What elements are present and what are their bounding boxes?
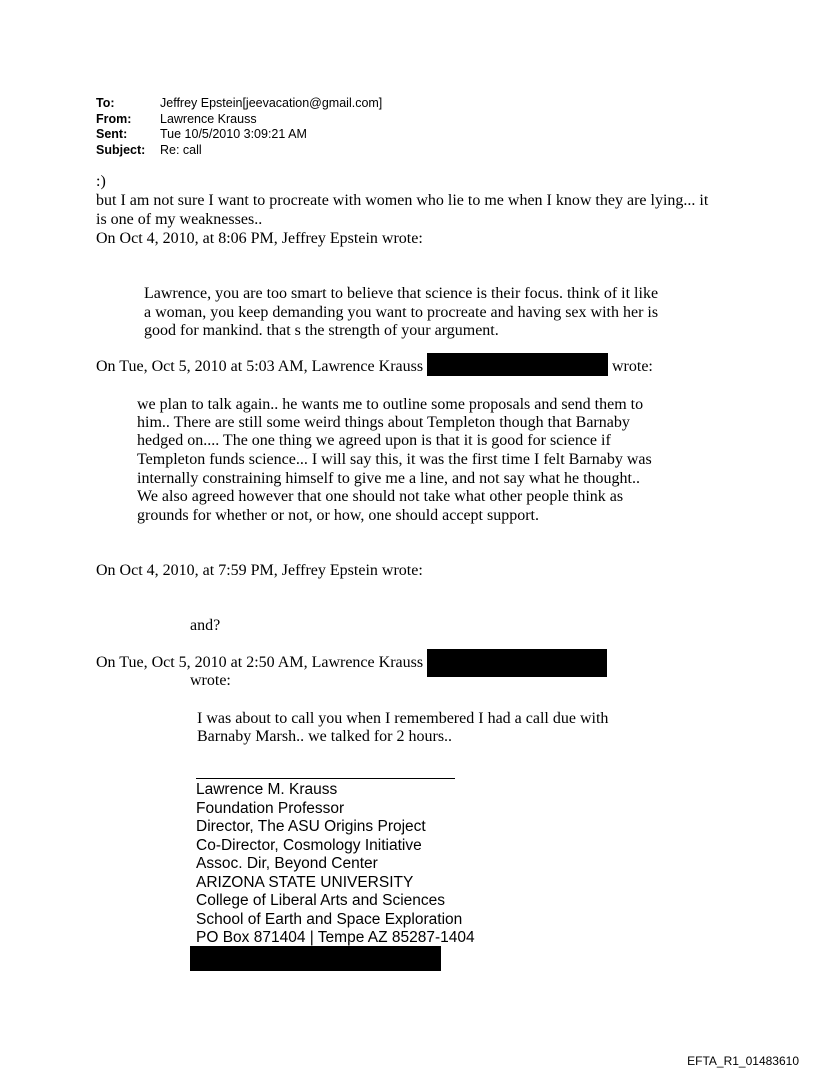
- quote2-line: grounds for whether or not, or how, one should accept support.: [137, 507, 539, 524]
- sent-label: Sent:: [96, 127, 128, 141]
- quote2-line: hedged on.... The one thing we agreed upon is that it is good for science if: [137, 432, 611, 449]
- quote4-header: On Tue, Oct 5, 2010 at 2:50 AM, Lawrence Krauss: [96, 654, 424, 671]
- signature-divider: [196, 778, 455, 779]
- redaction-box: [427, 353, 608, 376]
- quote1-line: Lawrence, you are too smart to believe that science is their focus. think of it like: [144, 285, 659, 302]
- quote1-line: good for mankind. that s the strength of your argument.: [144, 322, 499, 339]
- smiley-text: :): [96, 173, 106, 190]
- sent-row: [96, 127, 382, 143]
- quote4-line: Barnaby Marsh.. we talked for 2 hours..: [197, 728, 453, 745]
- signature-line: College of Liberal Arts and Sciences: [196, 892, 446, 909]
- document-id: EFTA_R1_01483610: [687, 1054, 799, 1068]
- subject-row: [96, 143, 382, 159]
- quote2-header-wrote: wrote:: [612, 358, 653, 375]
- reply-line-2: is one of my weaknesses..: [96, 211, 263, 228]
- quote4-line: I was about to call you when I remembered I had a call due with: [197, 710, 609, 727]
- email-header: [96, 96, 382, 158]
- quote2-line: internally constraining himself to give me a line, and not say what he thought..: [137, 470, 640, 487]
- to-label: To:: [96, 96, 115, 110]
- quote3-text: and?: [190, 617, 221, 634]
- from-value: Lawrence Krauss: [160, 111, 257, 126]
- signature-line: PO Box 871404 | Tempe AZ 85287-1404: [196, 929, 475, 946]
- quote2-line: we plan to talk again.. he wants me to outline some proposals and send them to: [137, 396, 644, 413]
- signature-block: [196, 781, 475, 948]
- sent-value: Tue 10/5/2010 3:09:21 AM: [160, 127, 307, 141]
- redaction-box: [427, 649, 607, 677]
- signature-line: Co-Director, Cosmology Initiative: [196, 836, 422, 854]
- quote1-line: a woman, you keep demanding you want to procreate and having sex with her is: [144, 304, 659, 321]
- subject-value: Re: call: [160, 142, 202, 157]
- signature-line: Lawrence M. Krauss: [196, 781, 338, 798]
- subject-label: Subject:: [96, 142, 146, 157]
- signature-line: Assoc. Dir, Beyond Center: [196, 855, 378, 872]
- reply-line-1: but I am not sure I want to procreate with women who lie to me when I know they are lying... it: [96, 192, 709, 209]
- signature-line: ARIZONA STATE UNIVERSITY: [196, 873, 414, 891]
- redaction-box: [190, 946, 441, 971]
- quote4-header-wrote: wrote:: [190, 672, 231, 689]
- quote2-line: him.. There are still some weird things about Templeton though that Barnaby: [137, 414, 630, 431]
- quote2-header: On Tue, Oct 5, 2010 at 5:03 AM, Lawrence Krauss: [96, 358, 424, 375]
- quote3-header: On Oct 4, 2010, at 7:59 PM, Jeffrey Epstein wrote:: [96, 562, 423, 579]
- signature-line: Foundation Professor: [196, 799, 345, 817]
- quote1-header: On Oct 4, 2010, at 8:06 PM, Jeffrey Epstein wrote:: [96, 230, 423, 247]
- from-label: From:: [96, 111, 132, 126]
- to-row: [96, 96, 382, 112]
- to-value: Jeffrey Epstein[jeevacation@gmail.com]: [160, 96, 383, 110]
- quote2-line: We also agreed however that one should not take what other people think as: [137, 488, 624, 505]
- signature-line: School of Earth and Space Exploration: [196, 910, 463, 928]
- quote2-line: Templeton funds science... I will say this, it was the first time I felt Barnaby was: [137, 451, 652, 468]
- from-row: [96, 112, 382, 128]
- signature-line: Director, The ASU Origins Project: [196, 818, 426, 835]
